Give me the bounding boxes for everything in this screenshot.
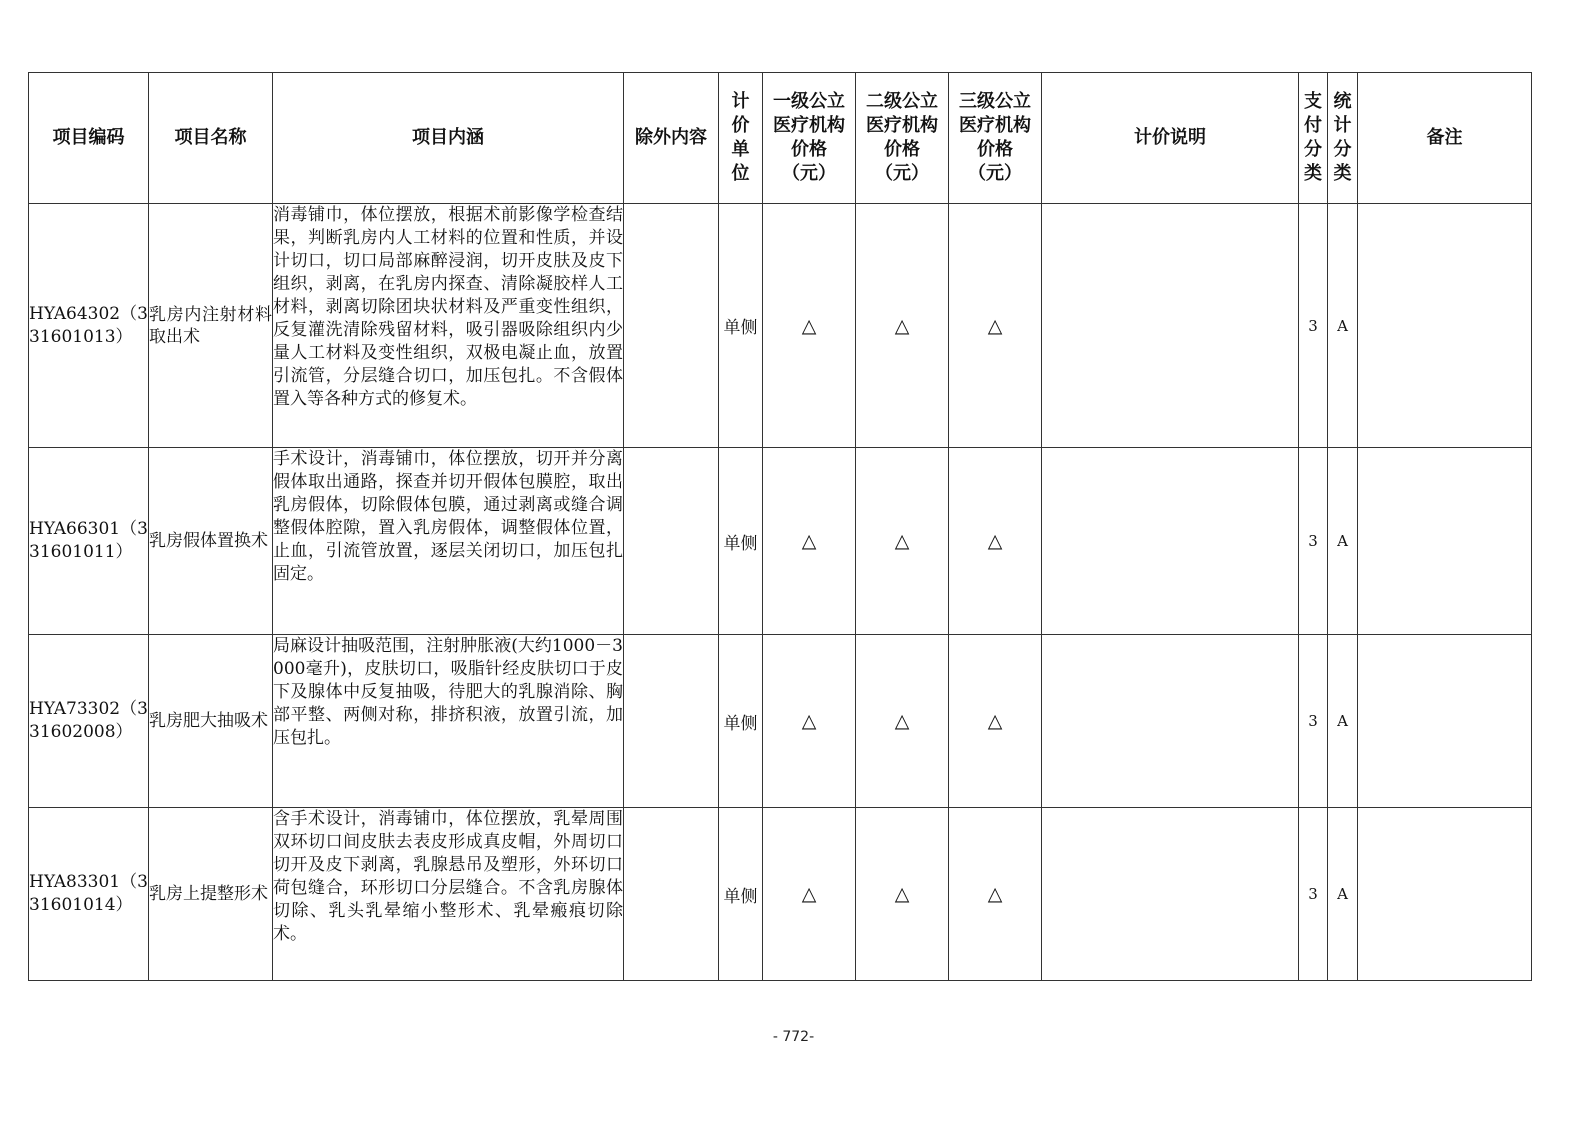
cell-code: HYA73302（331602008） xyxy=(29,635,149,808)
cell-statistic-category: A xyxy=(1328,448,1358,635)
cell-price-level1: △ xyxy=(763,204,856,448)
header-remarks: 备注 xyxy=(1358,73,1532,204)
cell-price-level2: △ xyxy=(856,808,949,981)
table-row xyxy=(29,808,1532,981)
cell-pricing-note xyxy=(1042,808,1299,981)
cell-content: 局麻设计抽吸范围，注射肿胀液(大约1000－3000毫升)，皮肤切口，吸脂针经皮肤切口于皮下及腺体中反复抽吸，待肥大的乳腺消除、胸部平整、两侧对称，排挤积液，放置引流，加压包扎。 xyxy=(273,635,624,808)
cell-statistic-category: A xyxy=(1328,204,1358,448)
cell-name: 乳房上提整形术 xyxy=(149,808,273,981)
table-body xyxy=(29,204,1532,981)
cell-price-level1: △ xyxy=(763,635,856,808)
header-exclusions: 除外内容 xyxy=(624,73,719,204)
header-price-level2: 二级公立医疗机构价格（元） xyxy=(856,73,949,204)
cell-unit: 单侧 xyxy=(719,448,763,635)
cell-unit: 单侧 xyxy=(719,635,763,808)
cell-unit: 单侧 xyxy=(719,204,763,448)
header-statistic-category: 统计分类 xyxy=(1328,73,1358,204)
cell-price-level2: △ xyxy=(856,448,949,635)
header-row xyxy=(29,73,1532,204)
cell-pricing-note xyxy=(1042,204,1299,448)
cell-price-level3: △ xyxy=(949,808,1042,981)
header-price-level3: 三级公立医疗机构价格（元） xyxy=(949,73,1042,204)
cell-price-level3: △ xyxy=(949,448,1042,635)
table-row xyxy=(29,448,1532,635)
header-pricing-note: 计价说明 xyxy=(1042,73,1299,204)
cell-price-level3: △ xyxy=(949,635,1042,808)
cell-price-level1: △ xyxy=(763,448,856,635)
cell-remarks xyxy=(1358,204,1532,448)
cell-pricing-note xyxy=(1042,635,1299,808)
cell-code: HYA64302（331601013） xyxy=(29,204,149,448)
cell-unit: 单侧 xyxy=(719,808,763,981)
page-number: - 772- xyxy=(772,1029,815,1045)
price-table xyxy=(28,72,1532,981)
header-price-level1: 一级公立医疗机构价格（元） xyxy=(763,73,856,204)
header-name: 项目名称 xyxy=(149,73,273,204)
cell-remarks xyxy=(1358,635,1532,808)
cell-payment-category: 3 xyxy=(1299,448,1328,635)
cell-statistic-category: A xyxy=(1328,808,1358,981)
cell-exclusions xyxy=(624,448,719,635)
cell-content: 含手术设计，消毒铺巾，体位摆放，乳晕周围双环切口间皮肤去表皮形成真皮帽，外周切口切开及皮下剥离，乳腺悬吊及塑形，外环切口荷包缝合，环形切口分层缝合。不含乳房腺体切除、乳头乳晕缩小整形术、乳晕瘢痕切除术。 xyxy=(273,808,624,981)
cell-price-level2: △ xyxy=(856,204,949,448)
header-content: 项目内涵 xyxy=(273,73,624,204)
cell-exclusions xyxy=(624,808,719,981)
cell-price-level2: △ xyxy=(856,635,949,808)
cell-payment-category: 3 xyxy=(1299,808,1328,981)
cell-remarks xyxy=(1358,448,1532,635)
table-header xyxy=(29,73,1532,204)
cell-content: 手术设计，消毒铺巾，体位摆放，切开并分离假体取出通路，探查并切开假体包膜腔，取出乳房假体，切除假体包膜，通过剥离或缝合调整假体腔隙，置入乳房假体，调整假体位置，止血，引流管放置，逐层关闭切口，加压包扎固定。 xyxy=(273,448,624,635)
cell-payment-category: 3 xyxy=(1299,204,1328,448)
cell-statistic-category: A xyxy=(1328,635,1358,808)
table-row xyxy=(29,635,1532,808)
cell-remarks xyxy=(1358,808,1532,981)
cell-name: 乳房假体置换术 xyxy=(149,448,273,635)
cell-exclusions xyxy=(624,204,719,448)
cell-exclusions xyxy=(624,635,719,808)
cell-pricing-note xyxy=(1042,448,1299,635)
cell-name: 乳房肥大抽吸术 xyxy=(149,635,273,808)
cell-name: 乳房内注射材料取出术 xyxy=(149,204,273,448)
cell-payment-category: 3 xyxy=(1299,635,1328,808)
header-unit: 计价单位 xyxy=(719,73,763,204)
table-row xyxy=(29,204,1532,448)
header-code: 项目编码 xyxy=(29,73,149,204)
cell-price-level3: △ xyxy=(949,204,1042,448)
header-payment-category: 支付分类 xyxy=(1299,73,1328,204)
cell-code: HYA83301（331601014） xyxy=(29,808,149,981)
cell-price-level1: △ xyxy=(763,808,856,981)
cell-content: 消毒铺巾，体位摆放，根据术前影像学检查结果，判断乳房内人工材料的位置和性质，并设计切口，切口局部麻醉浸润，切开皮肤及皮下组织，剥离，在乳房内探查、清除凝胶样人工材料，剥离切除团块状材料及严重变性组织，反复灌洗清除残留材料，吸引器吸除组织内少量人工材料及变性组织，双极电凝止血，放置引流管，分层缝合切口，加压包扎。不含假体置入等各种方式的修复术。 xyxy=(273,204,624,448)
cell-code: HYA66301（331601011） xyxy=(29,448,149,635)
